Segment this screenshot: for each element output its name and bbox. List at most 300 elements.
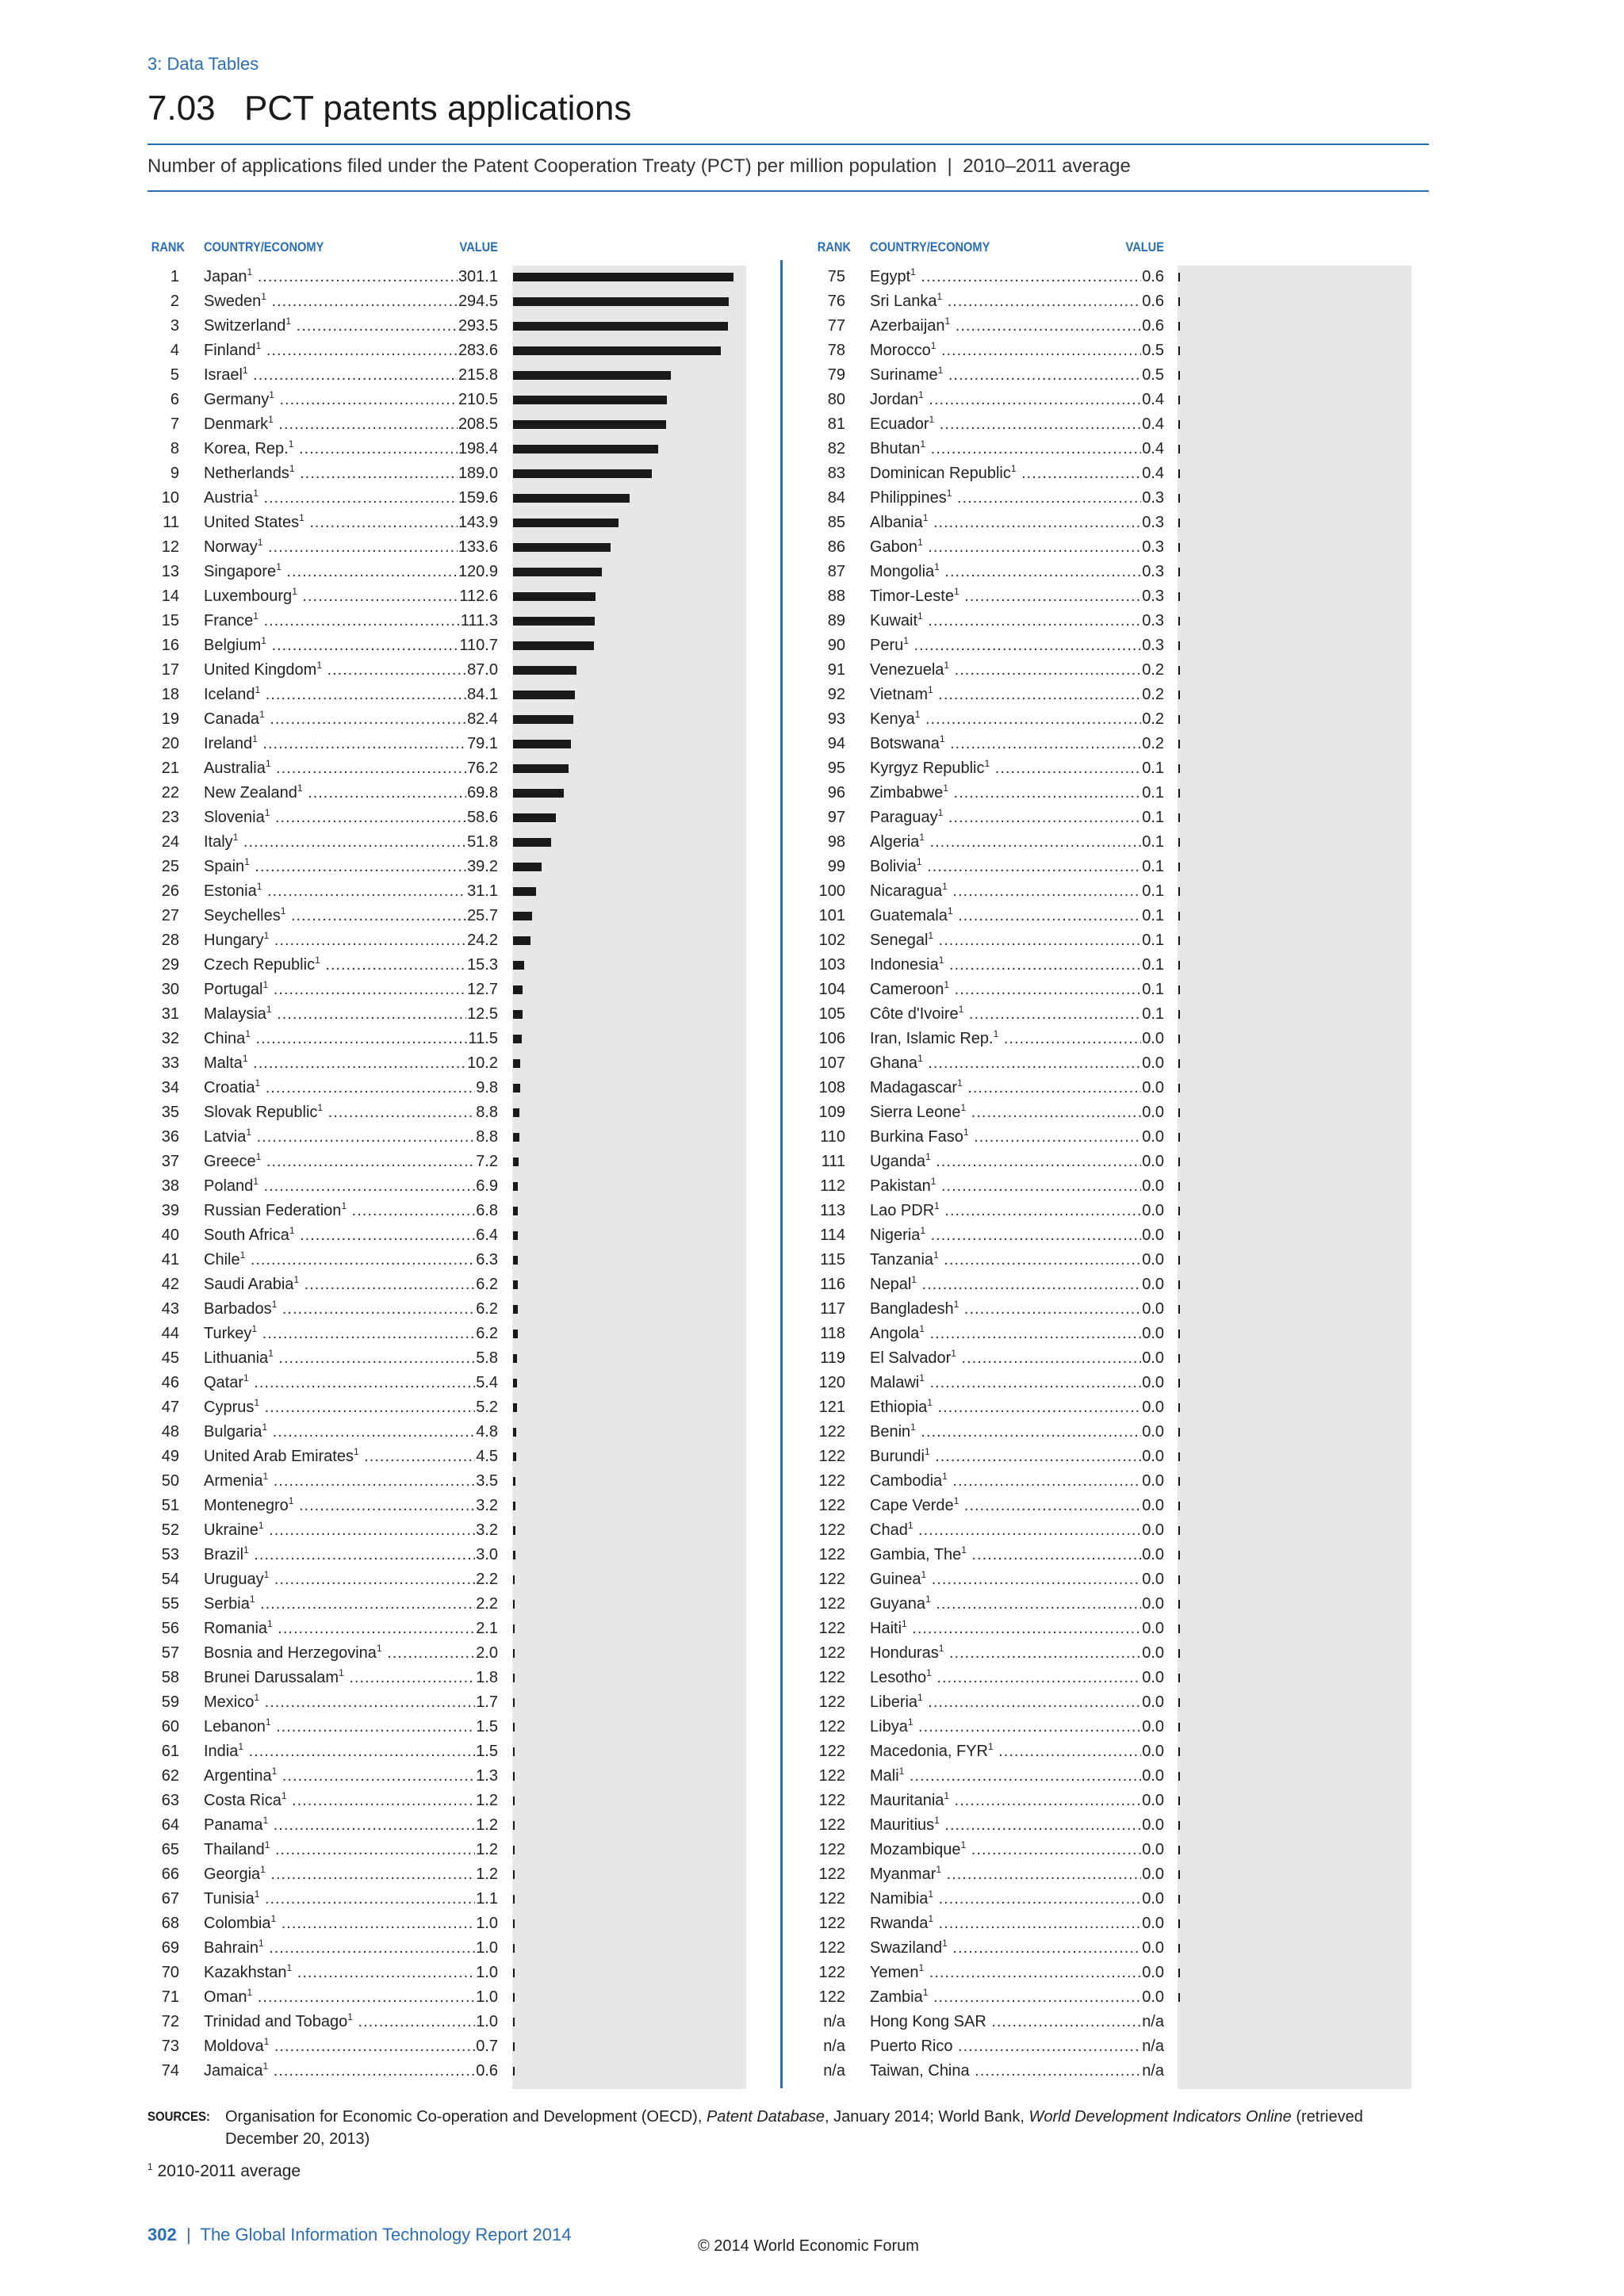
value-bar	[1178, 1870, 1180, 1879]
value-bar	[1178, 764, 1180, 773]
rank-cell: 106	[818, 1030, 845, 1047]
value-cell: 1.2	[475, 1789, 498, 1813]
value-cell: 6.4	[475, 1223, 498, 1248]
rank-cell: 117	[820, 1300, 845, 1318]
country-cell: Barbados$^1$ .....	[204, 1297, 498, 1322]
subtitle-rule	[147, 190, 1429, 192]
value-cell: 2.0	[475, 1641, 498, 1666]
copyright: © 2014 World Economic Forum	[698, 2237, 919, 2255]
page-footer: 302 | The Global Information Technology Report 2014	[147, 2225, 572, 2244]
country-cell: Italy$^1$ .....	[204, 830, 498, 855]
rank-cell: n/a	[823, 2038, 845, 2055]
country-cell: Macedonia, FYR$^1$ .....	[870, 1739, 1164, 1764]
country-cell: Thailand$^1$ .....	[204, 1838, 498, 1862]
rank-cell: 3	[170, 317, 179, 335]
value-cell: 0.4	[1141, 461, 1164, 486]
country-cell: Malta$^1$ .....	[204, 1051, 498, 1076]
value-cell: 15.3	[466, 953, 498, 978]
value-cell: 0.6	[475, 2059, 498, 2084]
country-cell: South Africa$^1$ .....	[204, 1223, 498, 1248]
value-cell: 0.1	[1141, 781, 1164, 806]
value-cell: 6.3	[475, 1248, 498, 1272]
rank-cell: 1	[170, 268, 179, 285]
value-cell: 0.0	[1141, 1199, 1164, 1223]
rank-cell: 107	[818, 1054, 845, 1072]
value-bar	[1178, 1305, 1180, 1314]
rank-cell: 112	[820, 1177, 845, 1195]
value-cell: 0.0	[1141, 1494, 1164, 1518]
rank-cell: 52	[161, 1521, 179, 1539]
country-cell: Morocco$^1$ .....	[870, 339, 1164, 363]
country-cell: Bangladesh$^1$ .....	[870, 1297, 1164, 1322]
value-cell: 301.1	[458, 265, 498, 289]
table-row	[0, 1346, 1624, 1371]
rank-cell: 8	[170, 440, 179, 457]
table-row	[0, 584, 1624, 609]
table-row	[0, 953, 1624, 978]
value-bar	[1178, 715, 1180, 724]
value-cell: 0.0	[1141, 1936, 1164, 1961]
value-cell: 0.1	[1141, 756, 1164, 781]
country-cell: Zimbabwe$^1$ .....	[870, 781, 1164, 806]
rank-cell: 122	[818, 1644, 845, 1662]
country-cell: Moldova$^1$ .....	[204, 2034, 498, 2059]
table-row	[0, 1125, 1624, 1150]
table-row	[0, 1813, 1624, 1838]
country-cell: Uruguay$^1$ .....	[204, 1567, 498, 1592]
value-bar	[1178, 1649, 1180, 1658]
rank-cell: 97	[827, 809, 845, 826]
value-bar	[1178, 789, 1180, 798]
value-cell: n/a	[1141, 2059, 1164, 2084]
value-bar	[1178, 346, 1180, 355]
value-bar	[1178, 1182, 1180, 1191]
value-bar	[1178, 961, 1180, 970]
value-bar	[1178, 1526, 1180, 1535]
country-cell: Chile$^1$ .....	[204, 1248, 498, 1272]
value-cell: 12.7	[466, 978, 498, 1002]
value-cell: 0.0	[1141, 1051, 1164, 1076]
country-cell: Malawi$^1$ .....	[870, 1371, 1164, 1395]
rank-cell: 111	[821, 1153, 845, 1170]
value-bar	[1178, 543, 1180, 552]
country-cell: Luxembourg$^1$ .....	[204, 584, 498, 609]
rank-cell: 14	[161, 587, 179, 605]
value-cell: 0.6	[1141, 289, 1164, 314]
rank-cell: 122	[818, 1472, 845, 1490]
table-row	[0, 1322, 1624, 1346]
table-row	[0, 2034, 1624, 2059]
country-cell: Sri Lanka$^1$ .....	[870, 289, 1164, 314]
country-cell: Algeria$^1$ .....	[870, 830, 1164, 855]
value-cell: 0.0	[1141, 1690, 1164, 1715]
table-row	[0, 1592, 1624, 1617]
rank-cell: 122	[818, 1448, 845, 1465]
rank-cell: 30	[161, 981, 179, 998]
country-cell: Albania$^1$ .....	[870, 511, 1164, 535]
value-cell: 39.2	[466, 855, 498, 879]
rank-cell: 105	[818, 1005, 845, 1023]
rank-cell: 56	[161, 1620, 179, 1637]
rank-cell: 42	[161, 1276, 179, 1293]
rank-cell: 65	[161, 1841, 179, 1858]
value-cell: 0.3	[1141, 486, 1164, 511]
rank-cell: 93	[827, 710, 845, 728]
value-cell: 0.0	[1141, 1272, 1164, 1297]
rank-cell: 32	[161, 1030, 179, 1047]
rank-cell: 83	[827, 465, 845, 482]
table-row	[0, 1297, 1624, 1322]
value-cell: 79.1	[466, 732, 498, 756]
value-bar	[1178, 1231, 1180, 1240]
value-bar	[1178, 396, 1180, 404]
table-row	[0, 486, 1624, 511]
rank-cell: 49	[161, 1448, 179, 1465]
country-cell: Trinidad and Tobago$^1$ .....	[204, 2010, 498, 2034]
rank-cell: 24	[161, 833, 179, 851]
rank-cell: 122	[818, 1866, 845, 1883]
country-cell: Cameroon$^1$ .....	[870, 978, 1164, 1002]
rank-cell: 122	[818, 1620, 845, 1637]
value-bar	[1178, 1969, 1180, 1977]
value-cell: 0.1	[1141, 953, 1164, 978]
value-cell: 0.3	[1141, 535, 1164, 560]
country-cell: Mauritania$^1$ .....	[870, 1789, 1164, 1813]
value-cell: 159.6	[458, 486, 498, 511]
rank-cell: 113	[820, 1202, 845, 1219]
value-cell: 111.3	[460, 609, 498, 633]
value-cell: 0.0	[1141, 1445, 1164, 1469]
value-cell: 0.0	[1141, 1518, 1164, 1543]
value-cell: 0.1	[1141, 1002, 1164, 1027]
value-cell: 84.1	[466, 683, 498, 707]
table-row	[0, 732, 1624, 756]
rank-cell: 70	[161, 1964, 179, 1981]
table-row	[0, 1420, 1624, 1445]
country-cell: Egypt$^1$ .....	[870, 265, 1164, 289]
table-row	[0, 830, 1624, 855]
country-cell: Kuwait$^1$ .....	[870, 609, 1164, 633]
rank-cell: 116	[820, 1276, 845, 1293]
rank-cell: 122	[818, 1915, 845, 1932]
value-bar	[1178, 912, 1180, 920]
rank-cell: 4	[170, 342, 179, 359]
value-cell: 0.4	[1141, 437, 1164, 461]
country-cell: Croatia$^1$ .....	[204, 1076, 498, 1100]
country-cell: Liberia$^1$ .....	[870, 1690, 1164, 1715]
table-row	[0, 1051, 1624, 1076]
country-cell: Haiti$^1$ .....	[870, 1617, 1164, 1641]
table-row	[0, 1395, 1624, 1420]
value-cell: 0.1	[1141, 855, 1164, 879]
country-cell: Ukraine$^1$ .....	[204, 1518, 498, 1543]
rank-cell: 53	[161, 1546, 179, 1563]
title-rule	[147, 144, 1429, 145]
rank-cell: 46	[161, 1374, 179, 1391]
country-cell: Hong Kong SAR .....	[870, 2010, 1164, 2034]
value-cell: 0.5	[1141, 363, 1164, 388]
rank-cell: 78	[827, 342, 845, 359]
country-cell: Mauritius$^1$ .....	[870, 1813, 1164, 1838]
country-cell: Israel$^1$ .....	[204, 363, 498, 388]
value-cell: 0.6	[1141, 314, 1164, 339]
rank-cell: 17	[161, 661, 179, 679]
rank-cell: 21	[161, 760, 179, 777]
value-cell: 1.8	[475, 1666, 498, 1690]
country-cell: Japan$^1$ .....	[204, 265, 498, 289]
table-row	[0, 1936, 1624, 1961]
country-cell: Poland$^1$ .....	[204, 1174, 498, 1199]
table-row	[0, 1150, 1624, 1174]
value-cell: n/a	[1141, 2010, 1164, 2034]
country-cell: Tunisia$^1$ .....	[204, 1887, 498, 1911]
table-row	[0, 1494, 1624, 1518]
value-cell: 3.2	[475, 1518, 498, 1543]
rank-cell: 122	[818, 1939, 845, 1957]
value-bar	[1178, 666, 1180, 675]
country-cell: Philippines$^1$ .....	[870, 486, 1164, 511]
table-row	[0, 978, 1624, 1002]
country-cell: Cambodia$^1$ .....	[870, 1469, 1164, 1494]
country-cell: Hungary$^1$ .....	[204, 928, 498, 953]
country-cell: Bulgaria$^1$ .....	[204, 1420, 498, 1445]
rank-cell: 58	[161, 1669, 179, 1686]
rank-cell: 122	[818, 1767, 845, 1785]
value-cell: 0.0	[1141, 1666, 1164, 1690]
rank-cell: 122	[818, 1890, 845, 1908]
rank-cell: 59	[161, 1693, 179, 1711]
rank-cell: 39	[161, 1202, 179, 1219]
table-row	[0, 560, 1624, 584]
value-cell: 76.2	[466, 756, 498, 781]
rank-cell: 99	[827, 858, 845, 875]
rank-cell: 122	[818, 1816, 845, 1834]
rank-cell: 11	[163, 514, 179, 531]
country-cell: Slovak Republic$^1$ .....	[204, 1100, 498, 1125]
value-cell: 1.0	[475, 1936, 498, 1961]
country-cell: Serbia$^1$ .....	[204, 1592, 498, 1617]
country-cell: Uganda$^1$ .....	[870, 1150, 1164, 1174]
table-row	[0, 2059, 1624, 2084]
value-bar	[1178, 568, 1180, 576]
country-cell: Burkina Faso$^1$ .....	[870, 1125, 1164, 1150]
page-number: 302	[147, 2225, 177, 2244]
rank-cell: 55	[161, 1595, 179, 1613]
country-cell: Yemen$^1$ .....	[870, 1961, 1164, 1985]
country-cell: Guatemala$^1$ .....	[870, 904, 1164, 928]
rank-cell: 122	[818, 1571, 845, 1588]
table-row	[0, 1789, 1624, 1813]
rank-cell: 2	[170, 293, 179, 310]
rank-cell: 38	[161, 1177, 179, 1195]
rank-cell: 29	[161, 956, 179, 974]
rank-cell: 13	[161, 563, 179, 580]
rank-cell: 85	[827, 514, 845, 531]
rank-cell: 27	[161, 907, 179, 924]
rank-cell: 5	[170, 366, 179, 384]
rank-cell: 92	[827, 686, 845, 703]
value-bar	[1178, 617, 1180, 626]
value-cell: 0.2	[1141, 707, 1164, 732]
value-bar	[1178, 1551, 1180, 1559]
value-cell: 120.9	[458, 560, 498, 584]
value-cell: 0.0	[1141, 1543, 1164, 1567]
value-bar	[1178, 1797, 1180, 1805]
country-cell: Malaysia$^1$ .....	[204, 1002, 498, 1027]
country-cell: Latvia$^1$ .....	[204, 1125, 498, 1150]
rank-cell: 50	[161, 1472, 179, 1490]
country-cell: Ecuador$^1$ .....	[870, 412, 1164, 437]
country-cell: Seychelles$^1$ .....	[204, 904, 498, 928]
value-cell: 0.0	[1141, 1420, 1164, 1445]
value-cell: 8.8	[475, 1100, 498, 1125]
value-cell: 0.0	[1141, 1567, 1164, 1592]
rank-cell: 84	[827, 489, 845, 507]
value-cell: 198.4	[458, 437, 498, 461]
rank-cell: 74	[161, 2062, 179, 2080]
rank-cell: 20	[161, 735, 179, 752]
value-cell: 1.2	[475, 1862, 498, 1887]
country-cell: Mexico$^1$ .....	[204, 1690, 498, 1715]
country-cell: Qatar$^1$ .....	[204, 1371, 498, 1395]
country-cell: Tanzania$^1$ .....	[870, 1248, 1164, 1272]
rank-cell: 103	[818, 956, 845, 974]
rank-cell: 88	[827, 587, 845, 605]
table-row	[0, 1076, 1624, 1100]
country-cell: Guinea$^1$ .....	[870, 1567, 1164, 1592]
value-bar	[1178, 1895, 1180, 1904]
country-cell: Mali$^1$ .....	[870, 1764, 1164, 1789]
country-cell: Suriname$^1$ .....	[870, 363, 1164, 388]
value-cell: 6.9	[475, 1174, 498, 1199]
value-bar	[1178, 519, 1180, 527]
table-row	[0, 1002, 1624, 1027]
country-cell: China$^1$ .....	[204, 1027, 498, 1051]
value-bar	[1178, 1674, 1180, 1682]
country-cell: Iceland$^1$ .....	[204, 683, 498, 707]
table-row	[0, 1199, 1624, 1223]
value-cell: 3.0	[475, 1543, 498, 1567]
rank-cell: 121	[818, 1399, 845, 1416]
country-cell: Bhutan$^1$ .....	[870, 437, 1164, 461]
value-cell: 1.0	[475, 1985, 498, 2010]
country-cell: Zambia$^1$ .....	[870, 1985, 1164, 2010]
country-cell: Brazil$^1$ .....	[204, 1543, 498, 1567]
country-cell: Lesotho$^1$ .....	[870, 1666, 1164, 1690]
rank-cell: 109	[818, 1104, 845, 1121]
country-cell: Kenya$^1$ .....	[870, 707, 1164, 732]
country-cell: Rwanda$^1$ .....	[870, 1911, 1164, 1936]
country-cell: Cyprus$^1$ .....	[204, 1395, 498, 1420]
table-row	[0, 1027, 1624, 1051]
table-title: PCT patents applications	[244, 89, 632, 128]
rank-cell: 10	[161, 489, 179, 507]
value-cell: 0.3	[1141, 560, 1164, 584]
value-cell: 82.4	[466, 707, 498, 732]
value-bar	[1178, 322, 1180, 331]
country-cell: Dominican Republic$^1$ .....	[870, 461, 1164, 486]
table-row	[0, 1272, 1624, 1297]
country-cell: Jordan$^1$ .....	[870, 388, 1164, 412]
country-cell: Slovenia$^1$ .....	[204, 806, 498, 830]
rank-cell: 31	[161, 1005, 179, 1023]
rank-cell: 72	[161, 2013, 179, 2030]
rank-cell: 98	[827, 833, 845, 851]
country-cell: Sweden$^1$ .....	[204, 289, 498, 314]
table-row	[0, 1666, 1624, 1690]
value-cell: 0.0	[1141, 1862, 1164, 1887]
rank-cell: 90	[827, 637, 845, 654]
table-row	[0, 707, 1624, 732]
country-cell: Oman$^1$ .....	[204, 1985, 498, 2010]
footnote: $^1$ 2010-2011 average	[147, 2161, 301, 2180]
value-bar	[1178, 1010, 1180, 1019]
value-cell: 1.5	[475, 1739, 498, 1764]
value-bar	[1178, 1280, 1180, 1289]
rank-cell: 66	[161, 1866, 179, 1883]
sources-text: Organisation for Economic Co-operation and Development (OECD), Patent Database, January 2014; World Bank, World Development Indicators Online (retrieved December 20, 2013)	[225, 2108, 1363, 2148]
value-cell: 1.2	[475, 1838, 498, 1862]
rank-cell: 26	[161, 882, 179, 900]
table-row	[0, 658, 1624, 683]
table-row	[0, 314, 1624, 339]
country-cell: Estonia$^1$ .....	[204, 879, 498, 904]
value-cell: 293.5	[458, 314, 498, 339]
rank-cell: 120	[818, 1374, 845, 1391]
country-cell: Pakistan$^1$ .....	[870, 1174, 1164, 1199]
value-cell: 1.1	[475, 1887, 498, 1911]
value-cell: 0.0	[1141, 1911, 1164, 1936]
rank-cell: 71	[161, 1988, 179, 2006]
value-cell: 0.0	[1141, 1150, 1164, 1174]
table-row	[0, 1911, 1624, 1936]
value-cell: 12.5	[466, 1002, 498, 1027]
table-row	[0, 511, 1624, 535]
value-bar	[1178, 1403, 1180, 1412]
table-row	[0, 1985, 1624, 2010]
value-cell: 0.0	[1141, 1076, 1164, 1100]
country-cell: Ghana$^1$ .....	[870, 1051, 1164, 1076]
table-row	[0, 1445, 1624, 1469]
table-row	[0, 1862, 1624, 1887]
rank-cell: 76	[827, 293, 845, 310]
table-row	[0, 1715, 1624, 1739]
value-cell: 0.0	[1141, 1739, 1164, 1764]
country-cell: Iran, Islamic Rep.$^1$ .....	[870, 1027, 1164, 1051]
country-cell: Australia$^1$ .....	[204, 756, 498, 781]
rank-cell: 122	[818, 1521, 845, 1539]
value-cell: 0.0	[1141, 1223, 1164, 1248]
country-cell: Bosnia and Herzegovina$^1$ .....	[204, 1641, 498, 1666]
table-row	[0, 388, 1624, 412]
rank-cell: 114	[820, 1226, 845, 1244]
value-bar	[1178, 1059, 1180, 1068]
rank-cell: 37	[161, 1153, 179, 1170]
value-cell: 110.7	[458, 633, 498, 658]
country-cell: United States$^1$ .....	[204, 511, 498, 535]
value-cell: 0.4	[1141, 412, 1164, 437]
rank-cell: 67	[161, 1890, 179, 1908]
rank-cell: 45	[161, 1349, 179, 1367]
rank-cell: 104	[818, 981, 845, 998]
value-bar	[1178, 371, 1180, 380]
value-cell: 2.2	[475, 1567, 498, 1592]
country-cell: Saudi Arabia$^1$ .....	[204, 1272, 498, 1297]
table-row	[0, 879, 1624, 904]
country-cell: Lithuania$^1$ .....	[204, 1346, 498, 1371]
value-cell: 0.0	[1141, 1346, 1164, 1371]
table-row	[0, 1887, 1624, 1911]
